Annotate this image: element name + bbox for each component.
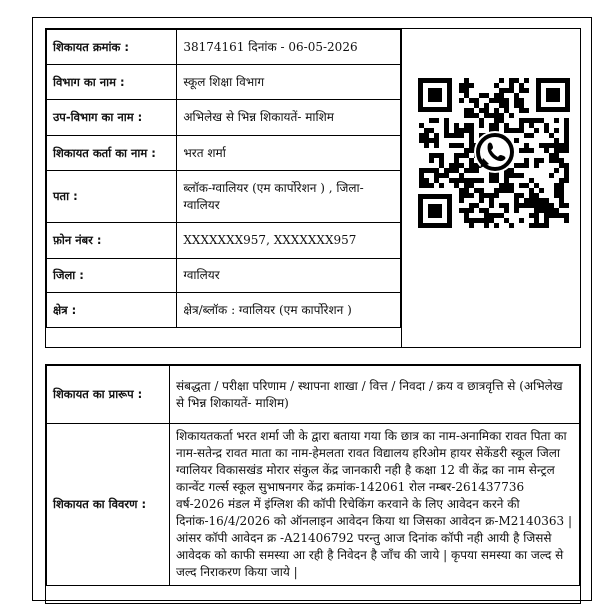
info-row [47,136,401,171]
info-row [47,171,401,223]
complaint-details-table [46,365,580,586]
complaint-description-label: शिकायत का विवरण : [47,424,170,586]
info-row [47,293,401,328]
area-label: क्षेत्र : [47,293,177,328]
address-label: पता : [47,171,177,223]
department-value: स्कूल शिक्षा विभाग [177,65,401,100]
complaint-number-value: 38174161 दिनांक - 06-05-2026 [177,30,401,65]
complaint-number-label: शिकायत क्रमांक : [47,30,177,65]
area-value: क्षेत्र/ब्लॉक : ग्वालियर (एम कार्पोरेशन ) [177,293,401,328]
complaint-format-label: शिकायत का प्रारूप : [47,366,170,424]
sub-department-label: उप-विभाग का नाम : [47,100,177,136]
details-row [47,424,580,586]
address-value: ब्लॉक-ग्वालियर (एम कार्पोरेशन ) , जिला-ग्वालियर [177,171,401,223]
info-row [47,100,401,136]
phone-value: XXXXXXX957, XXXXXXX957 [177,223,401,259]
complainant-name-value: भरत शर्मा [177,136,401,171]
complaint-format-value: संबद्धता / परीक्षा परिणाम / स्थापना शाखा / वित्त / निवदा / क्रय व छात्रवृत्ति से (अभिलेख से भिन्न शिकायतें- माशिम) [170,366,580,424]
info-row [47,65,401,100]
complaint-description-value: शिकायतकर्ता भरत शर्मा जी के द्वारा बताया गया कि छात्र का नाम-अनामिका रावत पिता का नाम-सतेन्द्र रावत माता का नाम-हेमलता रावत विद्यालय हरिओम हायर सेकेंडरी स्कूल जिला ग्वालियर विकासखंड मोरार संकुल केंद्र जानकारी नही है कक्षा 12 वी केंद्र का नाम सेन्ट्रल कान्वेंट गर्ल्स स्कूल सुभाषनगर केंद्र क्रमांक-142061 रोल नम्बर-261437736 वर्ष-2026 मंडल में इंग्लिश की कॉपी रिचेकिंग करवाने के लिए आवेदन करने की दिनांक-16/4/2026 को ऑनलाइन आवेदन किया था जिसका आवेदन क्र-M2140363 | आंसर कॉपी आवेदन क्र -A21406792 परन्तु आज दिनांक कॉपी नही आयी है जिससे आवेदक को काफी समस्या आ रही है निवेदन है जाँच की जाये | कृपया समस्या का जल्द से जल्द निराकरण किया जाये | [170,424,580,586]
district-value: ग्वालियर [177,259,401,293]
complaint-details-box [45,364,581,604]
info-row [47,259,401,293]
phone-label: फ़ोन नंबर : [47,223,177,259]
complaint-info-table [46,29,401,328]
complaint-sheet [32,17,592,601]
info-row [47,30,401,65]
sub-department-value: अभिलेख से भिन्न शिकायतें- माशिम [177,100,401,136]
department-label: विभाग का नाम : [47,65,177,100]
qr-panel [401,29,582,347]
complainant-name-label: शिकायत कर्ता का नाम : [47,136,177,171]
info-row [47,223,401,259]
district-label: जिला : [47,259,177,293]
details-row [47,366,580,424]
complaint-info-box [45,28,581,348]
whatsapp-qr-icon[interactable] [418,78,570,228]
